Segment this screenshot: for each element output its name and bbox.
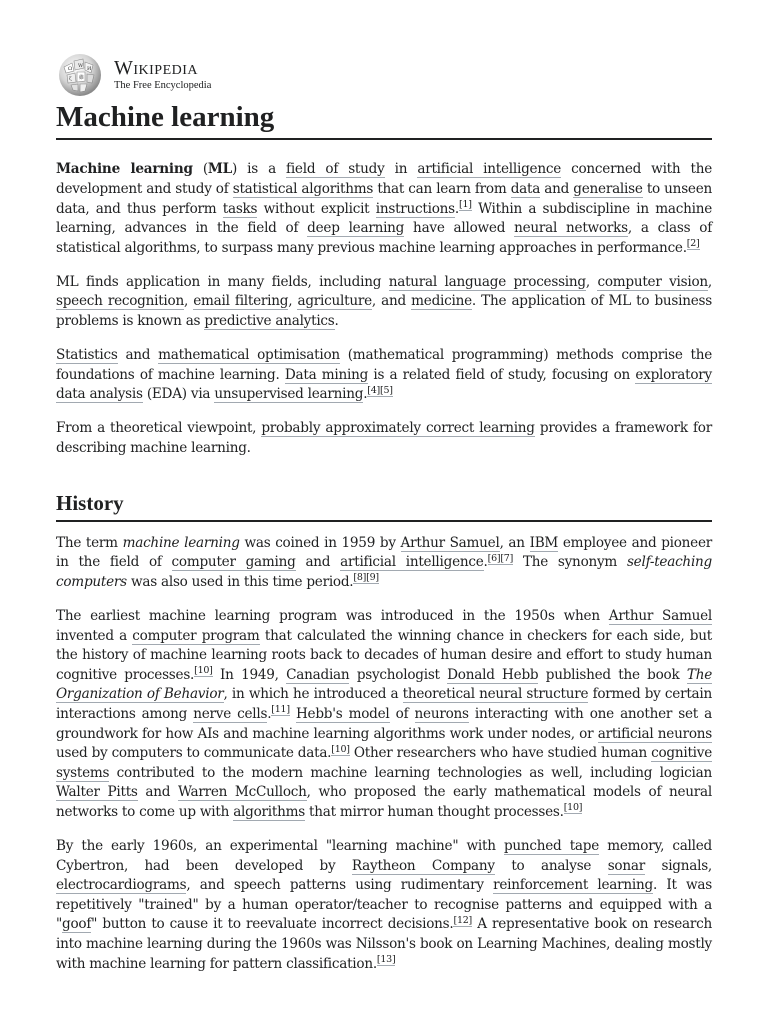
paragraph (56, 419, 712, 458)
text-run: , an (499, 534, 530, 551)
text-run: concerned with the development and study of (56, 161, 713, 197)
text-run: formed by certain interactions among (56, 686, 713, 722)
paragraph (56, 160, 712, 258)
section-heading: History (56, 491, 712, 522)
wiki-link[interactable]: predictive analytics (204, 313, 335, 329)
reference-sup (564, 802, 583, 814)
reference-sup (380, 385, 393, 397)
wiki-link[interactable]: electrocardiograms (56, 877, 187, 894)
text-run: ML finds application in many fields, including (56, 273, 389, 290)
reference-link[interactable]: [6] (487, 552, 501, 564)
svg-text:ζ: ζ (69, 76, 72, 82)
wiki-link[interactable]: tasks (222, 200, 258, 217)
text-run: provides a framework for describing machine learning. (56, 420, 712, 456)
text-run: (EDA) via (142, 386, 215, 403)
wiki-link[interactable]: probably approximately correct learning (261, 420, 535, 437)
text-run: , (707, 273, 712, 290)
reference-link[interactable]: [10] (563, 802, 583, 814)
text-run: invented a (56, 627, 133, 644)
wiki-link[interactable]: Canadian (286, 666, 350, 683)
bold-term: ML (207, 161, 232, 178)
wiki-link[interactable]: medicine (411, 293, 472, 310)
text-run: , who proposed the early mathematical models of neural networks to come up with (56, 784, 712, 820)
text-run: ) is a (231, 161, 287, 178)
wiki-link[interactable]: Raytheon Company (351, 857, 495, 874)
text-run: to unseen data, and thus perform (56, 180, 713, 217)
article-page (56, 0, 712, 974)
text-run: By the early 1960s, an experimental "learning machine" with (56, 838, 504, 855)
reference-link[interactable]: [12] (453, 914, 472, 926)
text-run: that calculated the winning chance in checkers for each side, but the history of machine learning roots back to decades of human desire and effort to study human cognitive processes. (56, 627, 712, 683)
reference-sup (367, 385, 380, 397)
text-run: (mathematical programming) methods comprise the foundations of machine learning. (56, 347, 712, 383)
wiki-link[interactable]: computer gaming (171, 554, 296, 571)
text-run: , and (371, 293, 412, 310)
svg-text:維: 維 (79, 75, 85, 81)
text-run: and (117, 347, 159, 364)
text-run: interacting with one another set a groundwork for how AIs and machine learning algorithms work under nodes, or (56, 706, 712, 742)
paragraph (56, 837, 712, 974)
text-run: ( (192, 161, 208, 178)
text-run: used by computers to communicate data. (56, 745, 332, 762)
text-run: . It was repetitively "trained" by a human operator/teacher to recognise patterns and equipped with a " (56, 877, 712, 933)
wiki-link[interactable]: data (510, 180, 541, 197)
wiki-link[interactable]: field of study (286, 161, 385, 178)
reference-sup (271, 704, 290, 716)
wiki-link[interactable]: Donald Hebb (447, 666, 539, 683)
text-run: . (267, 706, 272, 722)
reference-link[interactable]: [1] (458, 199, 472, 210)
paragraph (56, 607, 712, 823)
wordmark (114, 58, 211, 92)
paragraph (56, 273, 712, 332)
paragraph (56, 534, 712, 593)
text-run: The term (56, 534, 123, 551)
text-run: . (454, 200, 459, 217)
text-run: . (483, 554, 488, 571)
text-run: , a class of statistical algorithms, to surpass many previous machine learning approaches in performance. (56, 220, 712, 256)
wikipedia-logo[interactable] (56, 53, 712, 97)
text-run: and (540, 180, 574, 197)
text-run: of (389, 706, 415, 722)
text-run: was also used in this time period. (126, 573, 354, 590)
text-run: memory, called Cybertron, had been developed by (56, 838, 712, 874)
reference-sup (488, 553, 501, 565)
text-run: , in which he introduced a (223, 686, 403, 703)
text-run: was coined in 1959 by (239, 534, 401, 551)
svg-text:W: W (78, 63, 84, 69)
reference-link[interactable]: [10] (331, 743, 350, 755)
italic-term: self-teaching computers (56, 554, 712, 590)
text-run: From a theoretical viewpoint, (56, 420, 262, 437)
wiki-link[interactable]: email filtering (193, 293, 289, 310)
page-title: Machine learning (56, 101, 712, 140)
wiki-link[interactable]: artificial neurons (597, 725, 712, 742)
wiki-link[interactable]: algorithms (233, 803, 305, 820)
text-run: , and speech patterns using rudimentary (186, 877, 494, 894)
text-run: and (137, 784, 178, 801)
wiki-link[interactable]: computer program (132, 627, 260, 644)
reference-sup (459, 199, 472, 211)
text-run: In 1949, (212, 666, 287, 683)
wiki-link[interactable]: natural language processing (388, 273, 586, 290)
text-run: and (295, 554, 341, 571)
text-run: " button to cause it to reevaluate incorrect decisions. (91, 916, 454, 933)
reference-link[interactable]: [2] (686, 238, 700, 250)
svg-text:И: И (87, 66, 92, 72)
wiki-link[interactable]: instructions (375, 200, 455, 217)
wiki-link[interactable]: IBM (529, 534, 559, 551)
text-run: employee and pioneer in the field of (56, 534, 713, 571)
wiki-link[interactable]: neural networks (514, 220, 628, 237)
reference-link[interactable]: [7] (500, 552, 514, 564)
wiki-link[interactable]: The Organization of Behavior (56, 666, 712, 703)
wiki-link[interactable]: Data mining (284, 366, 369, 383)
text-run: in (384, 161, 418, 178)
text-run: A representative book on research into machine learning during the 1960s was Nilsson's book on Learning Machines, dealing mostly with machine learning for pattern classification. (56, 916, 712, 972)
site-tagline: The Free Encyclopedia (114, 80, 212, 92)
text-run: . (334, 313, 339, 329)
reference-sup (353, 572, 366, 584)
svg-text:Ω: Ω (68, 66, 73, 72)
reference-sup (453, 915, 472, 927)
bold-term: Machine learning (56, 161, 193, 178)
wiki-link[interactable]: deep learning (307, 220, 405, 237)
reference-sup (500, 553, 513, 565)
wiki-link[interactable]: unsupervised learning (214, 386, 364, 403)
reference-link[interactable]: [13] (376, 954, 396, 966)
text-run: The earliest machine learning program was introduced in the 1950s when (56, 608, 609, 625)
wiki-link[interactable]: speech recognition (56, 293, 184, 310)
text-run: , (585, 273, 598, 290)
text-run: Other researchers who have studied human (349, 745, 652, 762)
wiki-link[interactable]: Hebb's model (295, 706, 390, 722)
reference-link[interactable]: [5] (380, 384, 393, 396)
wiki-link[interactable]: artificial intelligence (340, 554, 484, 571)
reference-link[interactable]: [10] (194, 665, 213, 677)
wiki-link[interactable]: agriculture (297, 293, 372, 310)
wiki-link[interactable]: goof (62, 916, 92, 933)
reference-sup (687, 238, 700, 250)
reference-link[interactable]: [8] (353, 572, 367, 584)
reference-link[interactable]: [11] (271, 704, 290, 716)
wiki-link[interactable]: Arthur Samuel (400, 534, 500, 551)
text-run: is a related field of study, focusing on (368, 366, 636, 383)
text-run: psychologist (349, 666, 448, 683)
text-run: contributed to the modern machine learning technologies as well, including logician (109, 764, 712, 781)
paragraph (56, 346, 712, 405)
wiki-link[interactable]: Warren McCulloch (177, 784, 307, 801)
wiki-link[interactable]: statistical algorithms (232, 180, 374, 197)
wiki-link[interactable]: theoretical neural structure (402, 686, 589, 703)
wiki-link[interactable]: generalise (573, 180, 643, 197)
wikipedia-globe-icon (56, 53, 104, 97)
wiki-link[interactable]: artificial intelligence (417, 161, 561, 178)
text-run: The synonym (513, 554, 627, 571)
wiki-link[interactable]: nerve cells (193, 706, 268, 722)
italic-term: machine learning (122, 534, 240, 551)
wiki-link[interactable]: Walter Pitts (56, 784, 138, 801)
text-run: published the book (538, 666, 687, 683)
wiki-link[interactable]: computer vision (597, 273, 708, 290)
wiki-link[interactable]: Arthur Samuel (608, 608, 712, 625)
text-run: , (183, 293, 194, 310)
text-run: without explicit (257, 200, 376, 217)
reference-sup (366, 572, 379, 584)
wiki-link[interactable]: neurons (414, 706, 469, 722)
wiki-link[interactable]: cognitive systems (56, 745, 712, 781)
text-run: , (288, 293, 298, 310)
text-run: . The application of ML to business problems is known as (56, 293, 712, 329)
text-run: . (363, 386, 368, 403)
text-run: to analyse (494, 857, 608, 874)
wiki-link[interactable]: reinforcement learning (493, 877, 653, 894)
site-name: Wikipedia (114, 57, 199, 80)
wiki-link[interactable]: Statistics (56, 347, 118, 364)
text-run: have allowed (404, 220, 515, 237)
article-body (56, 160, 712, 974)
wiki-link[interactable]: mathematical optimisation (158, 347, 340, 364)
text-run: signals, (644, 857, 712, 874)
reference-sup (194, 665, 213, 677)
wiki-link[interactable]: sonar (607, 857, 645, 874)
wiki-link[interactable]: exploratory data analysis (56, 366, 712, 403)
reference-link[interactable]: [4] (367, 384, 381, 396)
reference-sup (377, 954, 396, 966)
text-run: that can learn from (373, 180, 511, 197)
text-run: Within a subdiscipline in machine learning, advances in the field of (56, 200, 713, 237)
reference-link[interactable]: [9] (366, 572, 379, 584)
wiki-link[interactable]: punched tape (503, 838, 600, 855)
text-run: that mirror human thought processes. (304, 803, 564, 820)
reference-sup (331, 744, 350, 756)
